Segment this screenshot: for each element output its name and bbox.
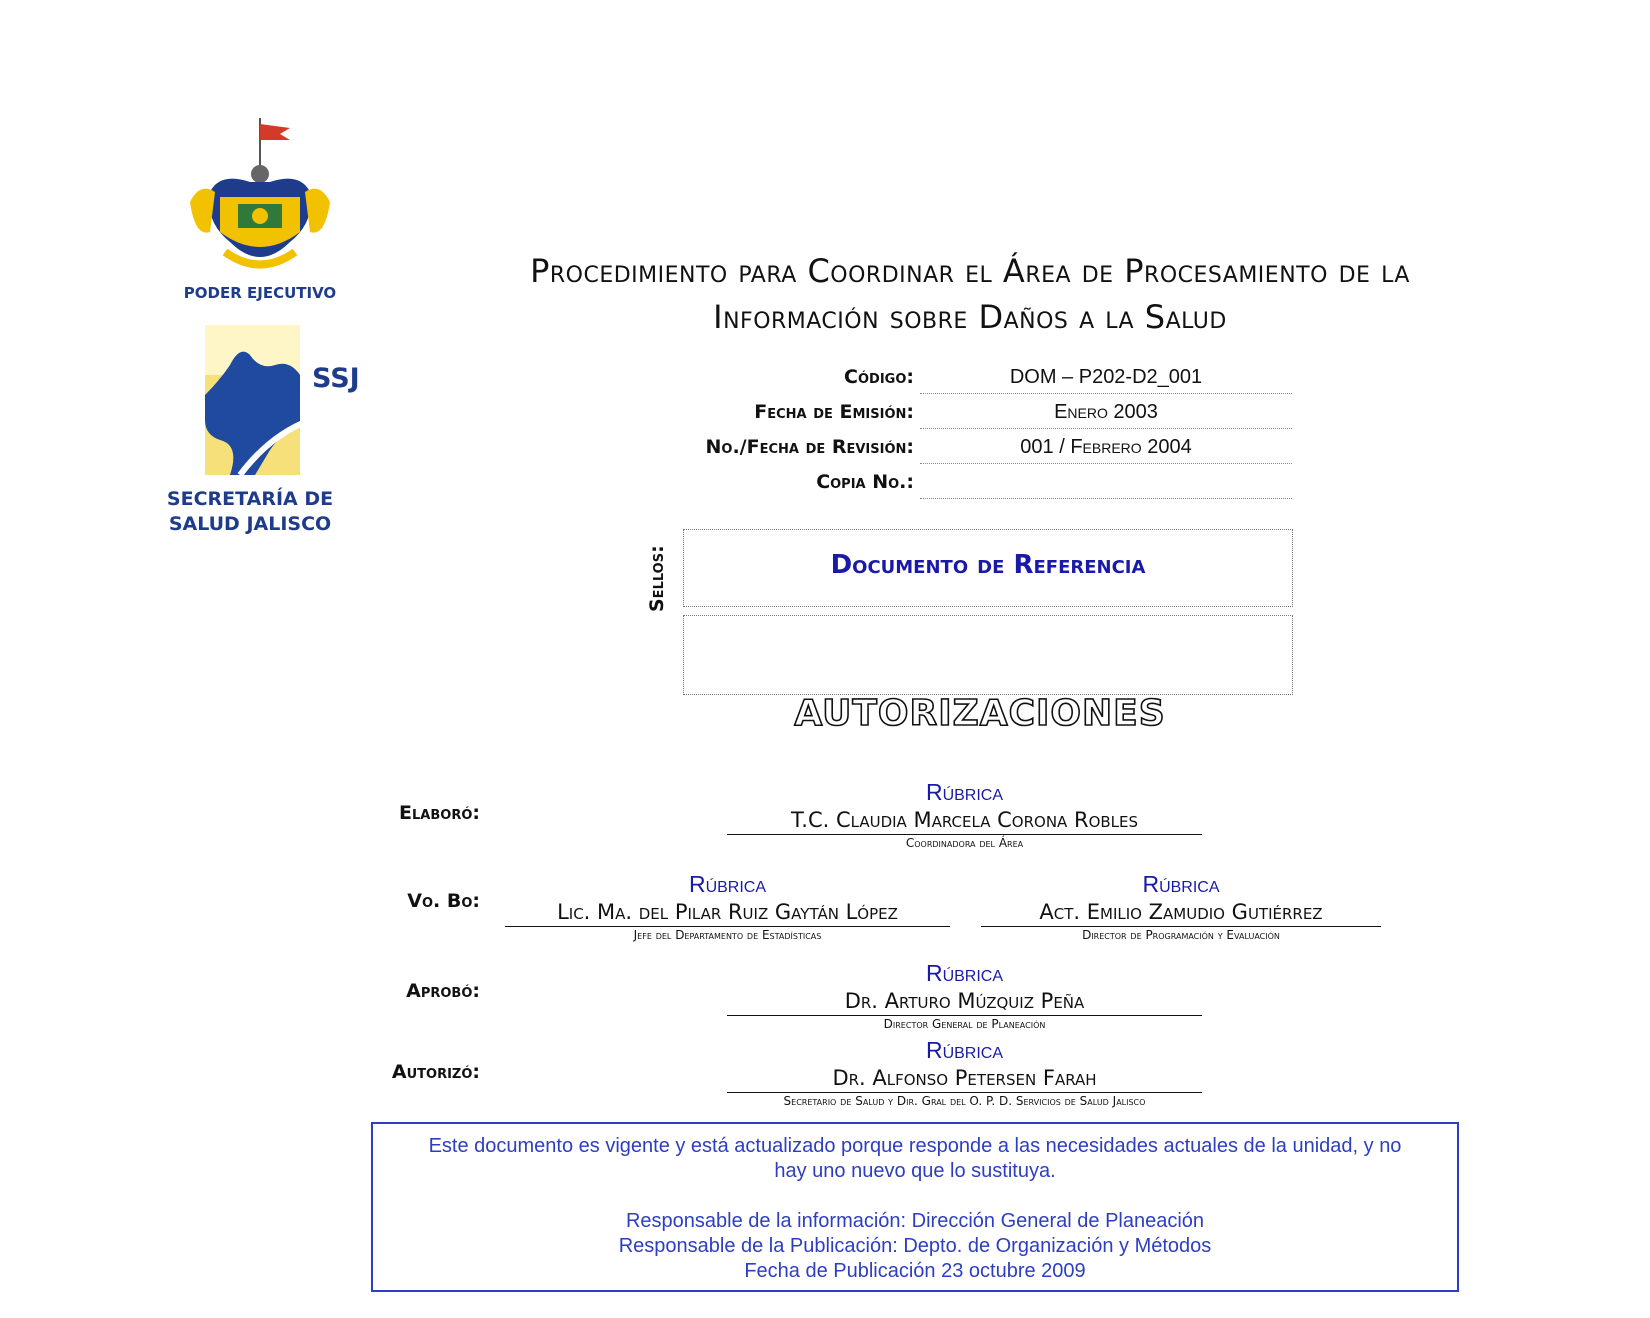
note-line1: Este documento es vigente y está actualizado porque responde a las necesidades actuales de la unidad, y no: [428, 1135, 1402, 1157]
vobo-right-name: Act. Emilio Zamudio Gutiérrez: [981, 898, 1381, 927]
vobo-left-signature: [505, 870, 950, 943]
aprobo-signature: [727, 959, 1202, 1032]
aprobo-rubrica: Rúbrica: [925, 960, 1004, 986]
sellos-label: Sellos:: [646, 545, 668, 612]
stamp-box-reference: [683, 529, 1293, 607]
codigo-value: DOM – P202-D2_001: [920, 363, 1292, 394]
aprobo-label: Aprobó:: [406, 980, 480, 1002]
ssj-logo: [160, 325, 370, 545]
revision-value: 001 / Febrero 2004: [920, 433, 1292, 464]
coat-of-arms-icon: [190, 112, 350, 290]
ssj-emblem-icon: [160, 325, 370, 490]
revision-label: No./Fecha de Revisión:: [705, 436, 914, 458]
page-title: [370, 248, 1570, 340]
fecha-emision-label: Fecha de Emisión:: [754, 401, 914, 423]
elaboro-rubrica: Rúbrica: [925, 779, 1004, 805]
note-responsable-publicacion: Responsable de la Publicación: Depto. de Organización y Métodos: [618, 1235, 1212, 1257]
fecha-emision-value: Enero 2003: [920, 398, 1292, 429]
ssj-name-line2: SALUD JALISCO: [168, 513, 332, 535]
copia-value: [920, 468, 1292, 499]
autorizo-signature: [727, 1036, 1202, 1109]
elaboro-name: T.C. Claudia Marcela Corona Robles: [727, 806, 1202, 835]
validity-note: [371, 1122, 1459, 1292]
autorizaciones-heading: AUTORIZACIONES: [794, 693, 1166, 734]
copia-label: Copia No.:: [816, 471, 914, 493]
vobo-left-rubrica: Rúbrica: [688, 871, 767, 897]
vobo-right-rubrica: Rúbrica: [1142, 871, 1220, 897]
ssj-abbreviation: SSJ: [312, 363, 360, 394]
autorizo-role: Secretario de Salud y Dir. Gral del O. P. D. Servicios de Salud Jalisco: [783, 1094, 1146, 1108]
vobo-left-role: Jefe del Departamento de Estadísticas: [633, 928, 822, 942]
elaboro-label: Elaboró:: [399, 802, 480, 824]
elaboro-role: Coordinadora del Área: [905, 836, 1024, 850]
vobo-right-signature: [981, 870, 1381, 943]
autorizo-name: Dr. Alfonso Petersen Farah: [727, 1064, 1202, 1093]
elaboro-signature: [727, 778, 1202, 851]
stamp-box-empty: [683, 615, 1293, 695]
title-line2: Información sobre Daños a la Salud: [713, 298, 1227, 336]
autorizo-rubrica: Rúbrica: [925, 1037, 1004, 1063]
note-fecha-publicacion: Fecha de Publicación 23 octubre 2009: [744, 1260, 1086, 1282]
aprobo-name: Dr. Arturo Múzquiz Peña: [727, 987, 1202, 1016]
autorizo-label: Autorizó:: [391, 1061, 480, 1083]
ssj-name-line1: SECRETARÍA DE: [166, 488, 334, 510]
note-line2: hay uno nuevo que lo sustituya.: [774, 1160, 1056, 1182]
codigo-label: Código:: [844, 366, 914, 388]
poder-ejecutivo-label: PODER EJECUTIVO: [183, 284, 337, 302]
title-line1: Procedimiento para Coordinar el Área de Procesamiento de la: [530, 252, 1410, 290]
poder-ejecutivo-logo: [183, 112, 350, 312]
note-responsable-informacion: Responsable de la información: Dirección General de Planeación: [625, 1210, 1205, 1232]
documento-de-referencia: Documento de Referencia: [830, 550, 1146, 580]
vobo-left-name: Lic. Ma. del Pilar Ruiz Gaytán López: [505, 898, 950, 927]
aprobo-role: Director General de Planeación: [883, 1017, 1046, 1031]
vobo-label: Vo. Bo:: [407, 890, 480, 912]
vobo-right-role: Director de Programación y Evaluación: [1082, 928, 1280, 942]
ssj-name: [160, 487, 340, 537]
